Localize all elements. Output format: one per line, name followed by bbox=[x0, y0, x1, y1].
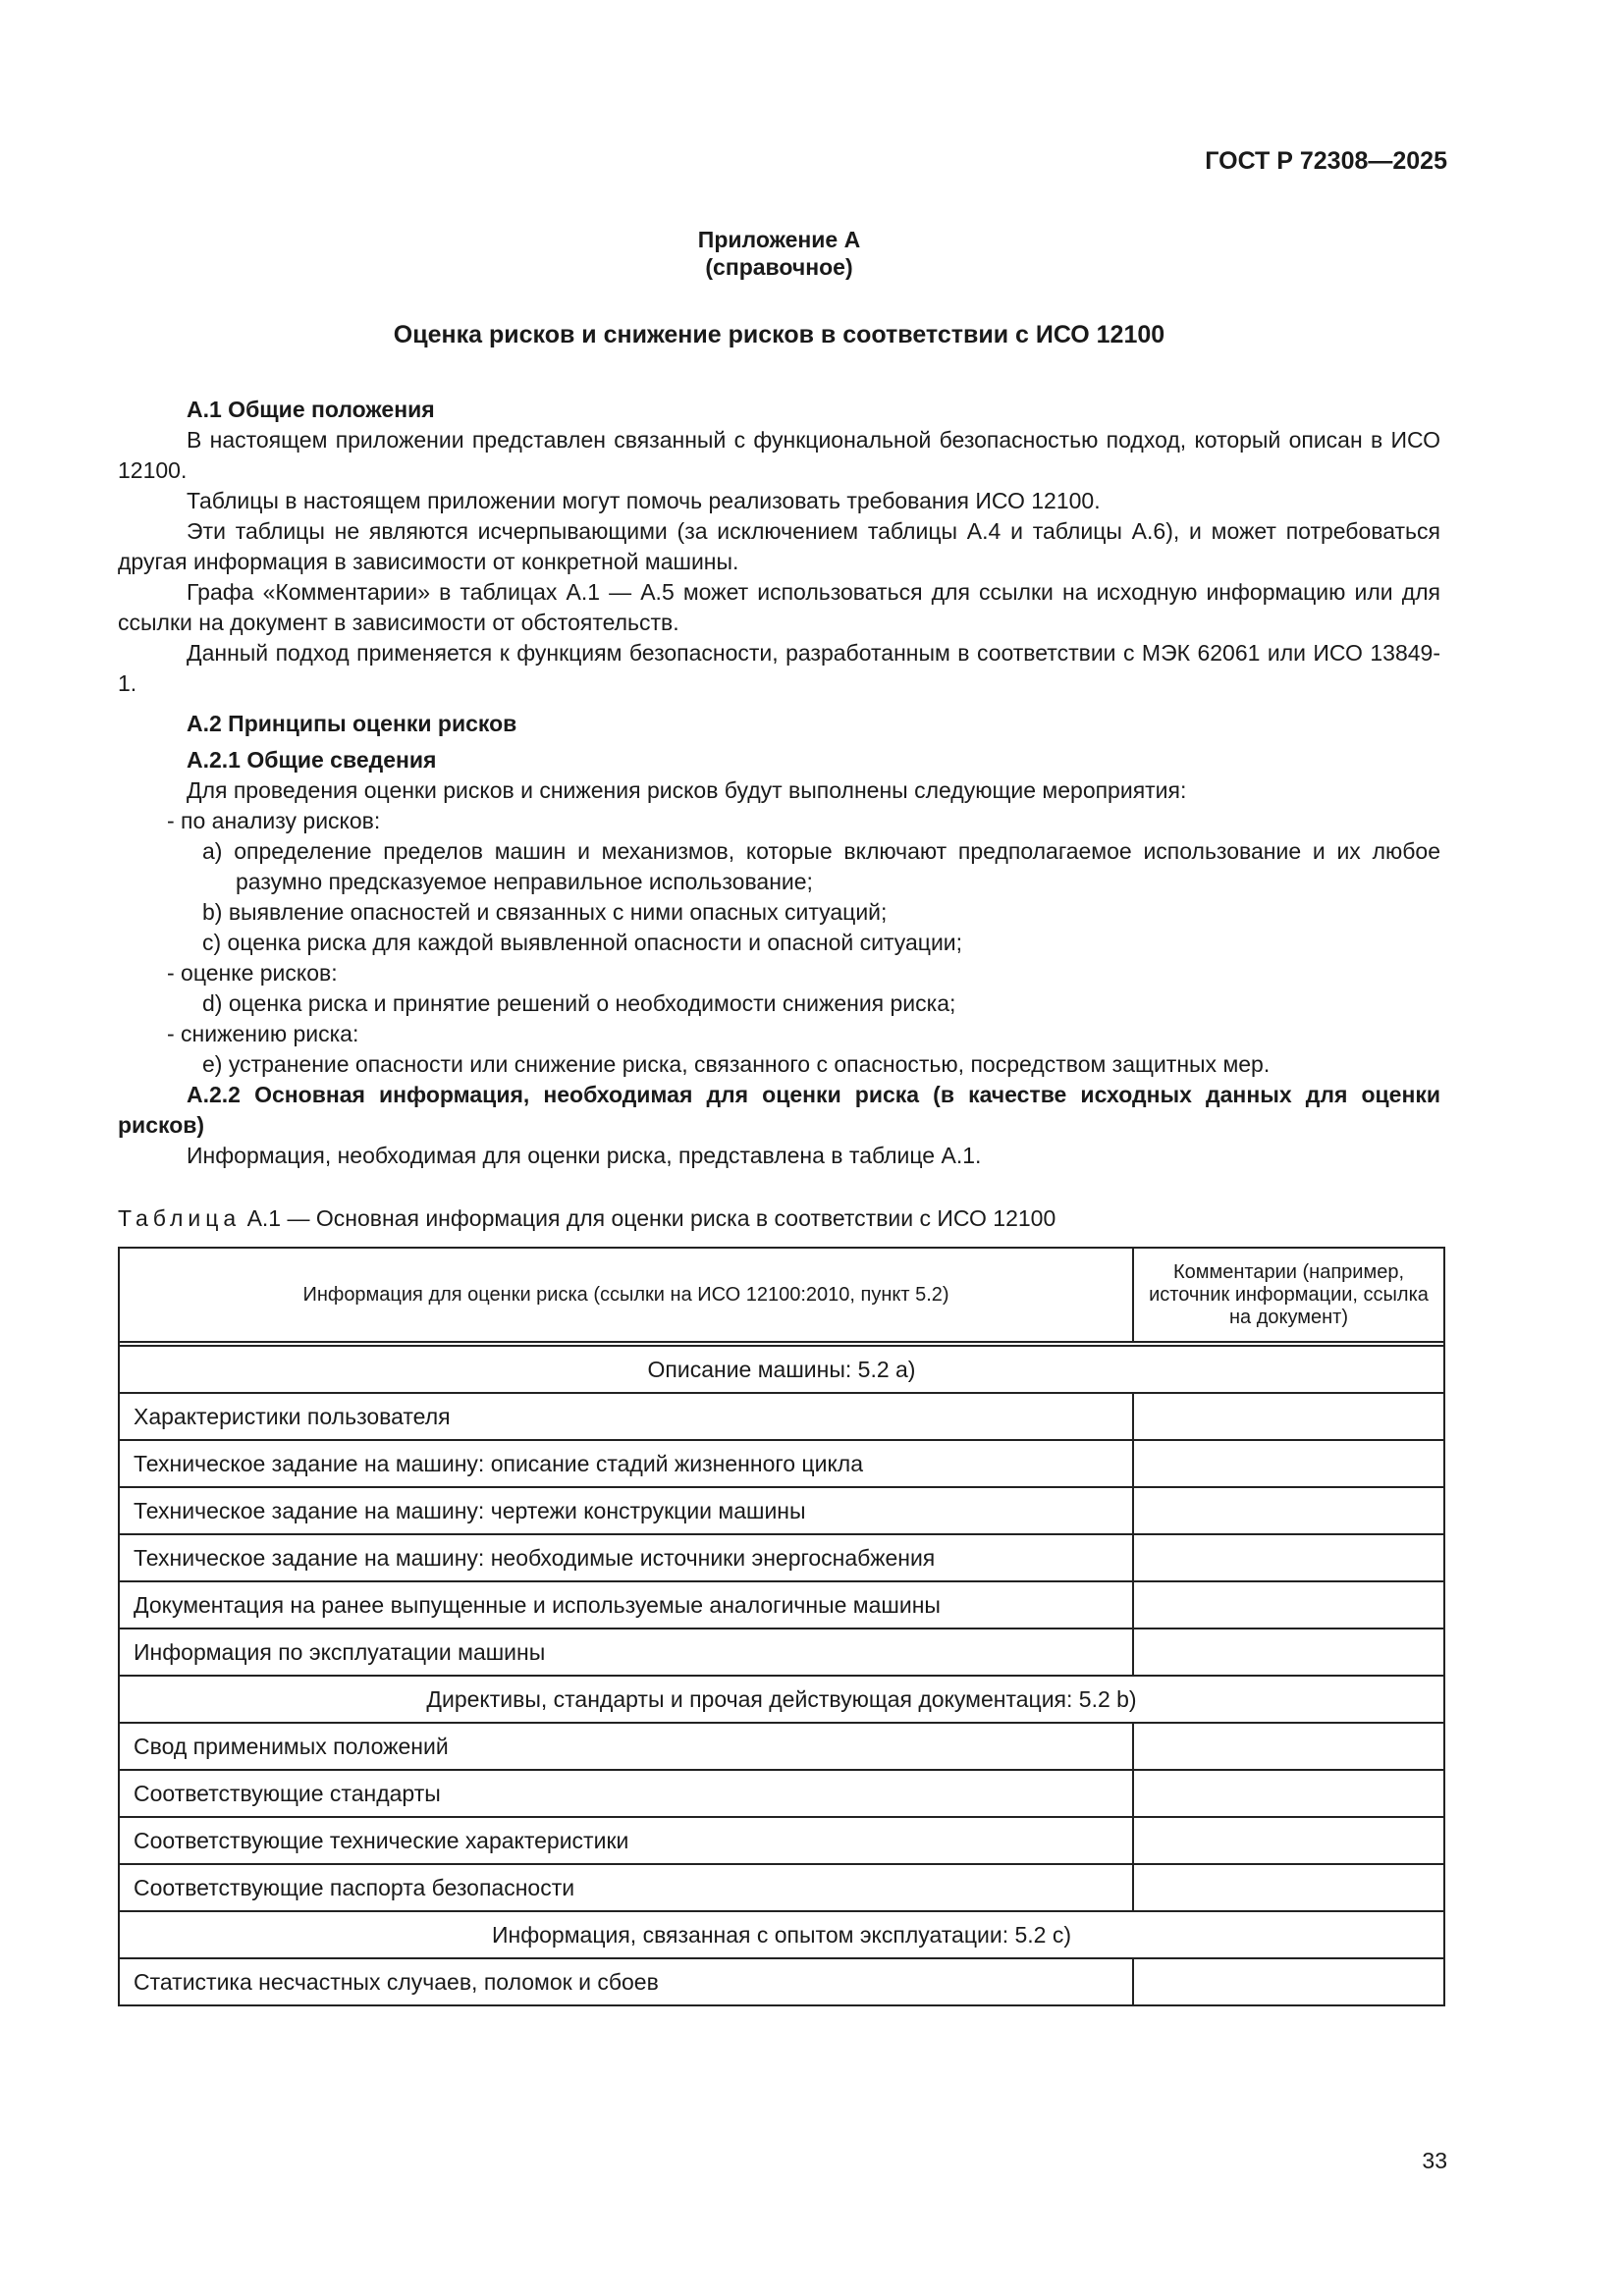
row-comment bbox=[1133, 1770, 1444, 1817]
table-header-row bbox=[119, 1248, 1444, 1342]
row-comment bbox=[1133, 1393, 1444, 1440]
document-body bbox=[118, 395, 1440, 1171]
row-info: Статистика несчастных случаев, поломок и сбоев bbox=[119, 1958, 1133, 2005]
row-info: Техническое задание на машину: необходимые источники энергоснабжения bbox=[119, 1534, 1133, 1581]
paragraph: Информация, необходимая для оценки риска, представлена в таблице А.1. bbox=[187, 1143, 982, 1168]
paragraph: В настоящем приложении представлен связанный с функциональной безопасностью подход, который описан в ИСО 12100. bbox=[118, 427, 1440, 483]
row-comment bbox=[1133, 1629, 1444, 1676]
row-info: Соответствующие технические характеристики bbox=[119, 1817, 1133, 1864]
table-row bbox=[119, 1770, 1444, 1817]
section-a2-heading: А.2 Принципы оценки рисков bbox=[187, 711, 517, 736]
row-info: Свод применимых положений bbox=[119, 1723, 1133, 1770]
appendix-label: Приложение А bbox=[697, 227, 861, 252]
list-item: b) выявление опасностей и связанных с ними опасных ситуаций; bbox=[202, 899, 888, 925]
table-caption-text: А.1 — Основная информация для оценки риска в соответствии с ИСО 12100 bbox=[246, 1205, 1056, 1231]
row-comment bbox=[1133, 1581, 1444, 1629]
section-a21-heading: А.2.1 Общие сведения bbox=[187, 747, 437, 773]
table-row bbox=[119, 1864, 1444, 1911]
list-group: - по анализу рисков: bbox=[167, 808, 381, 833]
column-header-info: Информация для оценки риска (ссылки на ИСО 12100:2010, пункт 5.2) bbox=[119, 1248, 1133, 1342]
section-a22-heading: А.2.2 Основная информация, необходимая для оценки риска (в качестве исходных данных для оценки рисков) bbox=[118, 1082, 1440, 1138]
table-caption-word: Таблица bbox=[118, 1205, 242, 1231]
row-comment bbox=[1133, 1864, 1444, 1911]
section-operating-experience: Информация, связанная с опытом эксплуатации: 5.2 с) bbox=[119, 1911, 1444, 1958]
paragraph: Данный подход применяется к функциям безопасности, разработанным в соответствии с МЭК 62061 или ИСО 13849-1. bbox=[118, 640, 1440, 696]
row-info: Техническое задание на машину: чертежи конструкции машины bbox=[119, 1487, 1133, 1534]
row-comment bbox=[1133, 1487, 1444, 1534]
table-row bbox=[119, 1958, 1444, 2005]
list-item: d) оценка риска и принятие решений о необходимости снижения риска; bbox=[202, 990, 956, 1016]
row-info: Информация по эксплуатации машины bbox=[119, 1629, 1133, 1676]
list-group: - оценке рисков: bbox=[167, 960, 338, 986]
table-section-row bbox=[119, 1346, 1444, 1393]
appendix-heading bbox=[118, 226, 1440, 281]
section-directives: Директивы, стандарты и прочая действующая документация: 5.2 b) bbox=[119, 1676, 1444, 1723]
row-info: Соответствующие стандарты bbox=[119, 1770, 1133, 1817]
row-comment bbox=[1133, 1440, 1444, 1487]
paragraph: Графа «Комментарии» в таблицах А.1 — А.5 может использоваться для ссылки на исходную информацию или для ссылки на документ в зависимости от обстоятельств. bbox=[118, 579, 1440, 635]
table-row bbox=[119, 1393, 1444, 1440]
row-info: Характеристики пользователя bbox=[119, 1393, 1133, 1440]
table-row bbox=[119, 1440, 1444, 1487]
list-item: c) оценка риска для каждой выявленной опасности и опасной ситуации; bbox=[202, 930, 963, 955]
section-machine-description: Описание машины: 5.2 а) bbox=[119, 1346, 1444, 1393]
row-comment bbox=[1133, 1817, 1444, 1864]
table-section-row bbox=[119, 1676, 1444, 1723]
table-row bbox=[119, 1581, 1444, 1629]
row-info: Документация на ранее выпущенные и используемые аналогичные машины bbox=[119, 1581, 1133, 1629]
table-section-row bbox=[119, 1911, 1444, 1958]
document-code: ГОСТ Р 72308—2025 bbox=[1205, 147, 1447, 175]
table-row bbox=[119, 1817, 1444, 1864]
list-item: е) устранение опасности или снижение риска, связанного с опасностью, посредством защитных мер. bbox=[202, 1051, 1271, 1077]
list-item: а) определение пределов машин и механизмов, которые включают предполагаемое использование и их любое разумно предсказуемое неправильное использование; bbox=[202, 838, 1440, 894]
row-comment bbox=[1133, 1534, 1444, 1581]
table-row bbox=[119, 1534, 1444, 1581]
section-a1-heading: А.1 Общие положения bbox=[187, 397, 435, 422]
appendix-title: Оценка рисков и снижение рисков в соответствии с ИСО 12100 bbox=[393, 321, 1165, 348]
list-group: - снижению риска: bbox=[167, 1021, 359, 1046]
paragraph: Эти таблицы не являются исчерпывающими (за исключением таблицы А.4 и таблицы А.6), и может потребоваться другая информация в зависимости от конкретной машины. bbox=[118, 518, 1440, 574]
row-info: Техническое задание на машину: описание стадий жизненного цикла bbox=[119, 1440, 1133, 1487]
row-comment bbox=[1133, 1723, 1444, 1770]
appendix-status: (справочное) bbox=[705, 254, 853, 280]
row-info: Соответствующие паспорта безопасности bbox=[119, 1864, 1133, 1911]
paragraph: Таблицы в настоящем приложении могут помочь реализовать требования ИСО 12100. bbox=[187, 488, 1101, 513]
table-row bbox=[119, 1487, 1444, 1534]
page-number: 33 bbox=[1422, 2148, 1447, 2173]
column-header-comments: Комментарии (например, источник информации, ссылка на документ) bbox=[1133, 1248, 1444, 1342]
table-row bbox=[119, 1629, 1444, 1676]
paragraph: Для проведения оценки рисков и снижения рисков будут выполнены следующие мероприятия: bbox=[187, 777, 1187, 803]
risk-info-table bbox=[118, 1247, 1445, 2006]
table-row bbox=[119, 1723, 1444, 1770]
table-caption bbox=[118, 1205, 1056, 1232]
row-comment bbox=[1133, 1958, 1444, 2005]
